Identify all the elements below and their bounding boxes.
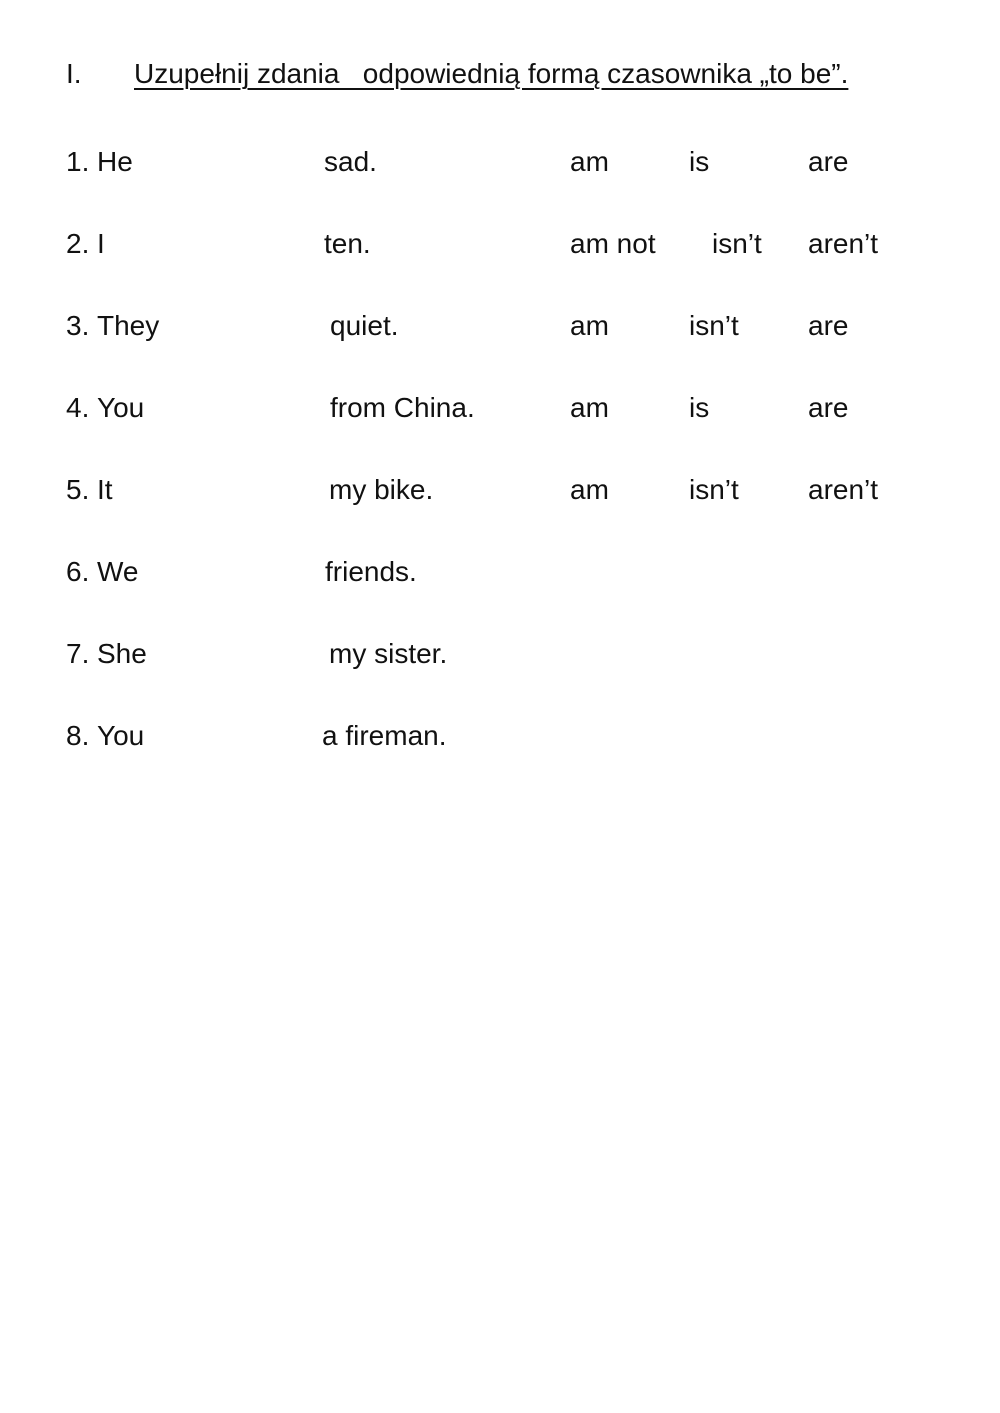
sentence-row-5 xyxy=(0,470,1000,510)
option-1: am not xyxy=(570,228,656,259)
option-3: are xyxy=(808,146,849,177)
sentence-row-2 xyxy=(0,224,1000,264)
sentence-number: 4. xyxy=(66,392,90,423)
option-3: aren’t xyxy=(808,228,879,259)
sentence-number: 8. xyxy=(66,720,90,751)
option-2: isn’t xyxy=(689,474,739,505)
sentence-complement: a fireman. xyxy=(322,720,447,751)
sentence-row-8 xyxy=(0,716,1000,756)
sentence-number: 6. xyxy=(66,556,90,587)
option-2: isn’t xyxy=(689,310,739,341)
option-2: isn’t xyxy=(712,228,762,259)
option-3: are xyxy=(808,310,849,341)
sentence-number: 5. xyxy=(66,474,90,505)
sentence-number: 1. xyxy=(66,146,90,177)
heading-title: Uzupełnij zdania odpowiednią formą czasownika „to be”. xyxy=(134,58,849,89)
option-1: am xyxy=(570,310,609,341)
sentence-subject: He xyxy=(97,146,133,177)
sentence-row-1 xyxy=(0,142,1000,182)
sentence-complement: sad. xyxy=(324,146,377,177)
sentence-number: 3. xyxy=(66,310,90,341)
sentence-subject: She xyxy=(97,638,147,669)
sentence-row-4 xyxy=(0,388,1000,428)
sentence-subject: You xyxy=(97,720,145,751)
sentence-subject: We xyxy=(97,556,139,587)
sentence-subject: You xyxy=(97,392,145,423)
option-1: am xyxy=(570,392,609,423)
sentence-subject: I xyxy=(97,228,105,259)
option-3: aren’t xyxy=(808,474,879,505)
sentence-complement: my bike. xyxy=(329,474,434,505)
sentence-complement: from China. xyxy=(330,392,475,423)
option-3: are xyxy=(808,392,849,423)
sentence-number: 7. xyxy=(66,638,90,669)
sentence-complement: quiet. xyxy=(330,310,399,341)
option-2: is xyxy=(689,146,710,177)
sentence-complement: friends. xyxy=(325,556,417,587)
sentence-subject: It xyxy=(97,474,113,505)
sentence-complement: ten. xyxy=(324,228,371,259)
sentence-row-3 xyxy=(0,306,1000,346)
heading-number: I. xyxy=(66,58,82,89)
option-2: is xyxy=(689,392,710,423)
sentence-subject: They xyxy=(97,310,160,341)
option-1: am xyxy=(570,474,609,505)
sentence-row-6 xyxy=(0,552,1000,592)
option-1: am xyxy=(570,146,609,177)
sentence-row-7 xyxy=(0,634,1000,674)
sentence-complement: my sister. xyxy=(329,638,448,669)
sentence-number: 2. xyxy=(66,228,90,259)
